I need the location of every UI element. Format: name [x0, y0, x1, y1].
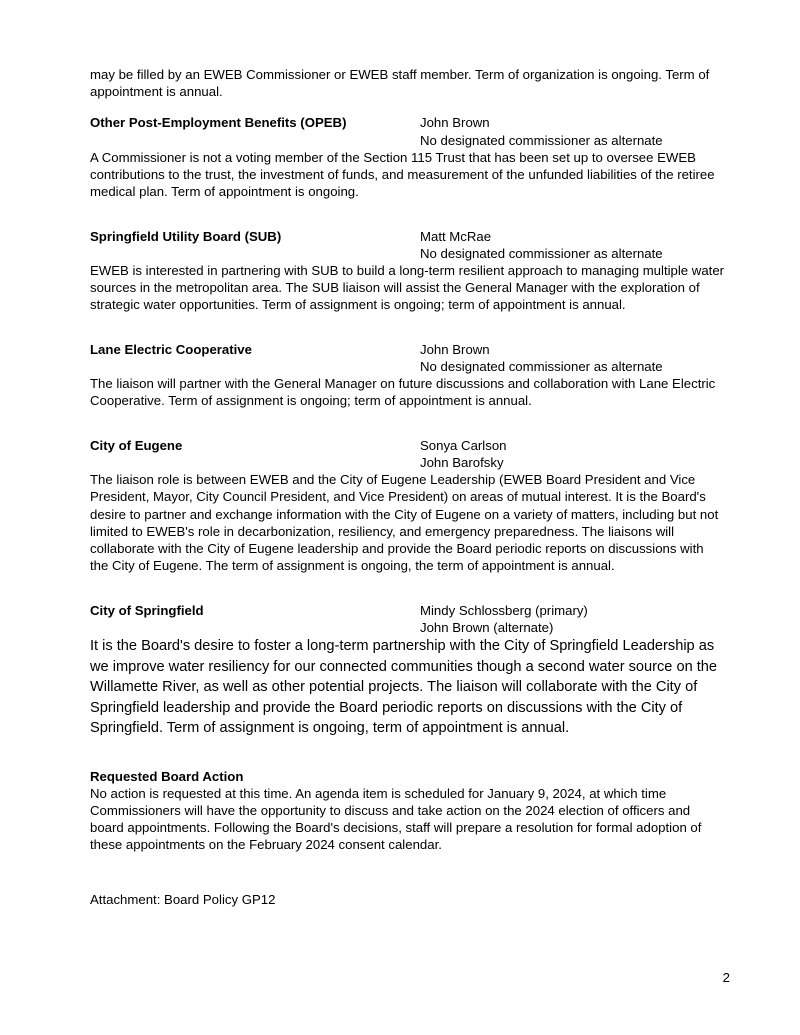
spacer: [90, 423, 725, 437]
entry-names: [420, 602, 588, 636]
entry-lane-electric: [90, 341, 725, 410]
entry-names: [420, 114, 663, 148]
spacer: [90, 588, 725, 602]
entry-body: The liaison will partner with the General Manager on future discussions and collaboration with Lane Electric Cooperative. Term of assignment is ongoing; term of appointment is annual.: [90, 376, 716, 409]
entry-name-primary: Matt McRae: [420, 228, 492, 244]
entry-name-primary: Mindy Schlossberg (primary): [420, 602, 588, 618]
entry-header: [90, 437, 725, 471]
entry-name-alternate: John Brown (alternate): [420, 619, 554, 635]
entry-name-primary: Sonya Carlson: [420, 437, 507, 453]
entry-body: A Commissioner is not a voting member of the Section 115 Trust that has been set up to oversee EWEB contributions to the trust, the investment of funds, and measurement of the unfunded liabilities of the retiree medical plan. Term of appointment is ongoing.: [90, 149, 715, 200]
spacer: [90, 867, 725, 878]
entry-names: [420, 228, 663, 262]
entry-sub: [90, 228, 725, 314]
entry-name-alternate: No designated commissioner as alternate: [420, 359, 663, 375]
entry-body: EWEB is interested in partnering with SUB to build a long-term resilient approach to managing multiple water sources in the metropolitan area. The SUB liaison will assist the General Manager with the exploration of strategic water opportunities. Term of assignment is ongoing; term of appointment is annual.: [90, 263, 725, 313]
entry-name-alternate: John Barofsky: [420, 455, 504, 471]
entry-names: [420, 437, 507, 471]
attachment-line: Attachment: Board Policy GP12: [90, 891, 276, 907]
spacer: [90, 327, 725, 341]
entry-header: [90, 114, 725, 148]
entry-header: [90, 602, 725, 636]
spacer: [90, 100, 725, 114]
spacer: [90, 214, 725, 228]
section-body: No action is requested at this time. An agenda item is scheduled for January 9, 2024, at which time Commissioners will have the opportunity to discuss and take action on the 2024 election of officers and board appointments. Following the Board's decisions, staff will prepare a resolution for formal adoption of these appointments on the February 2024 consent calendar.: [90, 785, 702, 853]
entry-title: City of Eugene: [90, 437, 183, 453]
entry-title: Other Post-Employment Benefits (OPEB): [90, 115, 347, 131]
page-content: [90, 66, 725, 921]
entry-city-of-springfield: [90, 602, 725, 739]
entry-body: It is the Board's desire to foster a long-term partnership with the City of Springfield Leadership as we improve water resiliency for our connected communities though a second water source on the Willamette River, as well as other potential projects. The liaison will collaborate with the City of Springfield leadership and provide the Board periodic reports on discussions with the City of Springfield. Term of assignment is ongoing, term of appointment is annual.: [90, 638, 718, 737]
intro-paragraph: may be filled by an EWEB Commissioner or EWEB staff member. Term of organization is ongoing. Term of appointment is annual.: [90, 67, 710, 100]
entry-city-of-eugene: [90, 437, 725, 575]
entry-name-alternate: No designated commissioner as alternate: [420, 245, 663, 261]
entry-body: The liaison role is between EWEB and the City of Eugene Leadership (EWEB Board President and Vice President, Mayor, City Council President, and Vice President) on areas of mutual interest. It is the Board's desire to partner and exchange information with the City of Eugene on a variety of matters, including but not limited to EWEB's role in decarbonization, resiliency, and emergency preparedness. The liaisons will collaborate with the City of Eugene leadership and provide the Board periodic reports on discussions with the City of Eugene. The term of assignment is ongoing, the term of appointment is annual.: [90, 472, 719, 574]
entry-title: Springfield Utility Board (SUB): [90, 228, 282, 244]
entry-name-primary: John Brown: [420, 341, 490, 357]
section-heading: Requested Board Action: [90, 768, 244, 784]
entry-title: City of Springfield: [90, 602, 204, 618]
spacer: [90, 754, 725, 768]
requested-board-action: [90, 768, 725, 854]
page-number: 2: [722, 970, 730, 985]
entry-opeb: [90, 114, 725, 200]
entry-name-primary: John Brown: [420, 115, 490, 131]
entry-names: [420, 341, 663, 375]
entry-header: [90, 228, 725, 262]
entry-name-alternate: No designated commissioner as alternate: [420, 132, 663, 148]
entry-title: Lane Electric Cooperative: [90, 341, 252, 357]
entry-header: [90, 341, 725, 375]
